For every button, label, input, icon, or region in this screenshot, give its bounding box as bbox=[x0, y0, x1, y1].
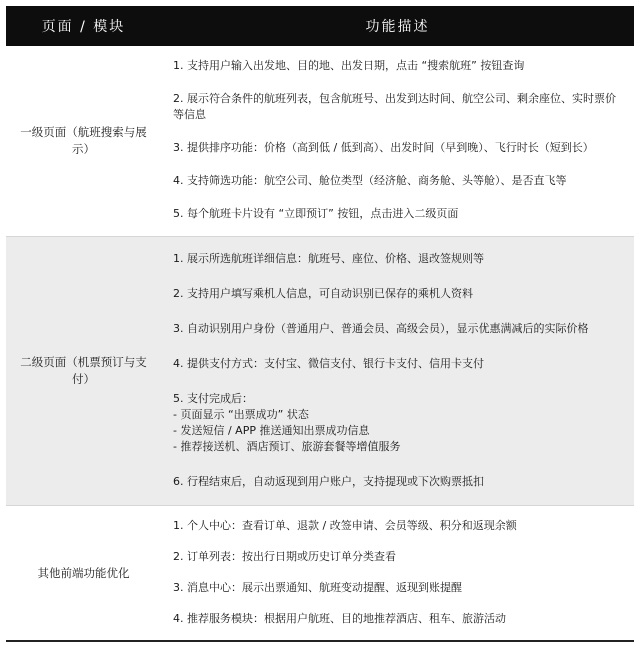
row-title: 一级页面（航班搜索与展示） bbox=[20, 125, 147, 156]
description-subpoint: - 推荐接送机、酒店预订、旅游套餐等增值服务 bbox=[173, 439, 401, 453]
header-feature-description: 功能描述 bbox=[365, 19, 430, 35]
description-text: 2. 支持用户填写乘机人信息，可自动识别已保存的乘机人资料 bbox=[173, 286, 473, 300]
description-item bbox=[173, 518, 624, 534]
row-title: 二级页面（机票预订与支付） bbox=[20, 355, 147, 386]
description-item bbox=[173, 173, 624, 189]
table-header bbox=[6, 6, 634, 46]
header-page-module: 页面 / 模块 bbox=[41, 19, 126, 35]
description-subpoint: - 页面显示 “出票成功” 状态 bbox=[173, 407, 309, 421]
description-item bbox=[173, 321, 624, 337]
description-text: 1. 展示所选航班详细信息：航班号、座位、价格、退改签规则等 bbox=[173, 251, 484, 265]
table-row bbox=[6, 506, 634, 642]
description-text: 2. 展示符合条件的航班列表，包含航班号、出发到达时间、航空公司、剩余座位、实时票价等信息 bbox=[173, 92, 616, 122]
description-item bbox=[173, 140, 624, 156]
description-item bbox=[173, 206, 624, 222]
description-text: 5. 支付完成后： bbox=[173, 391, 253, 405]
description-text: 1. 个人中心：查看订单、退款 / 改签申请、会员等级、积分和返现余额 bbox=[173, 518, 517, 532]
description-item bbox=[173, 611, 624, 627]
description-text: 6. 行程结束后，自动返现到用户账户，支持提现或下次购票抵扣 bbox=[173, 474, 484, 488]
description-text: 4. 支持筛选功能：航空公司、舱位类型（经济舱、商务舱、头等舱）、是否直飞等 bbox=[173, 173, 567, 187]
description-item bbox=[173, 474, 624, 490]
feature-table bbox=[6, 6, 634, 642]
description-item bbox=[173, 58, 624, 74]
description-item bbox=[173, 580, 624, 596]
description-text: 4. 推荐服务模块：根据用户航班、目的地推荐酒店、租车、旅游活动 bbox=[173, 611, 506, 625]
row-title: 其他前端功能优化 bbox=[37, 565, 130, 580]
table-row bbox=[6, 237, 634, 506]
description-item bbox=[173, 286, 624, 302]
description-item bbox=[173, 356, 624, 372]
table-row bbox=[6, 46, 634, 237]
description-item bbox=[173, 91, 624, 123]
description-item bbox=[173, 391, 624, 455]
description-subpoint: - 发送短信 / APP 推送通知出票成功信息 bbox=[173, 423, 370, 437]
description-text: 5. 每个航班卡片设有 “立即预订” 按钮，点击进入二级页面 bbox=[173, 206, 459, 220]
description-text: 3. 消息中心：展示出票通知、航班变动提醒、返现到账提醒 bbox=[173, 580, 462, 594]
row-description bbox=[161, 46, 634, 236]
description-text: 4. 提供支付方式：支付宝、微信支付、银行卡支付、信用卡支付 bbox=[173, 356, 484, 370]
description-text: 3. 提供排序功能：价格（高到低 / 低到高）、出发时间（早到晚）、飞行时长（短到长） bbox=[173, 140, 594, 154]
row-description bbox=[161, 506, 634, 640]
description-text: 1. 支持用户输入出发地、目的地、出发日期，点击 “搜索航班” 按钮查询 bbox=[173, 59, 525, 73]
description-text: 3. 自动识别用户身份（普通用户、普通会员、高级会员），显示优惠满减后的实际价格 bbox=[173, 321, 589, 335]
description-text: 2. 订单列表：按出行日期或历史订单分类查看 bbox=[173, 549, 396, 563]
row-description bbox=[161, 237, 634, 505]
description-item bbox=[173, 251, 624, 267]
description-item bbox=[173, 549, 624, 565]
